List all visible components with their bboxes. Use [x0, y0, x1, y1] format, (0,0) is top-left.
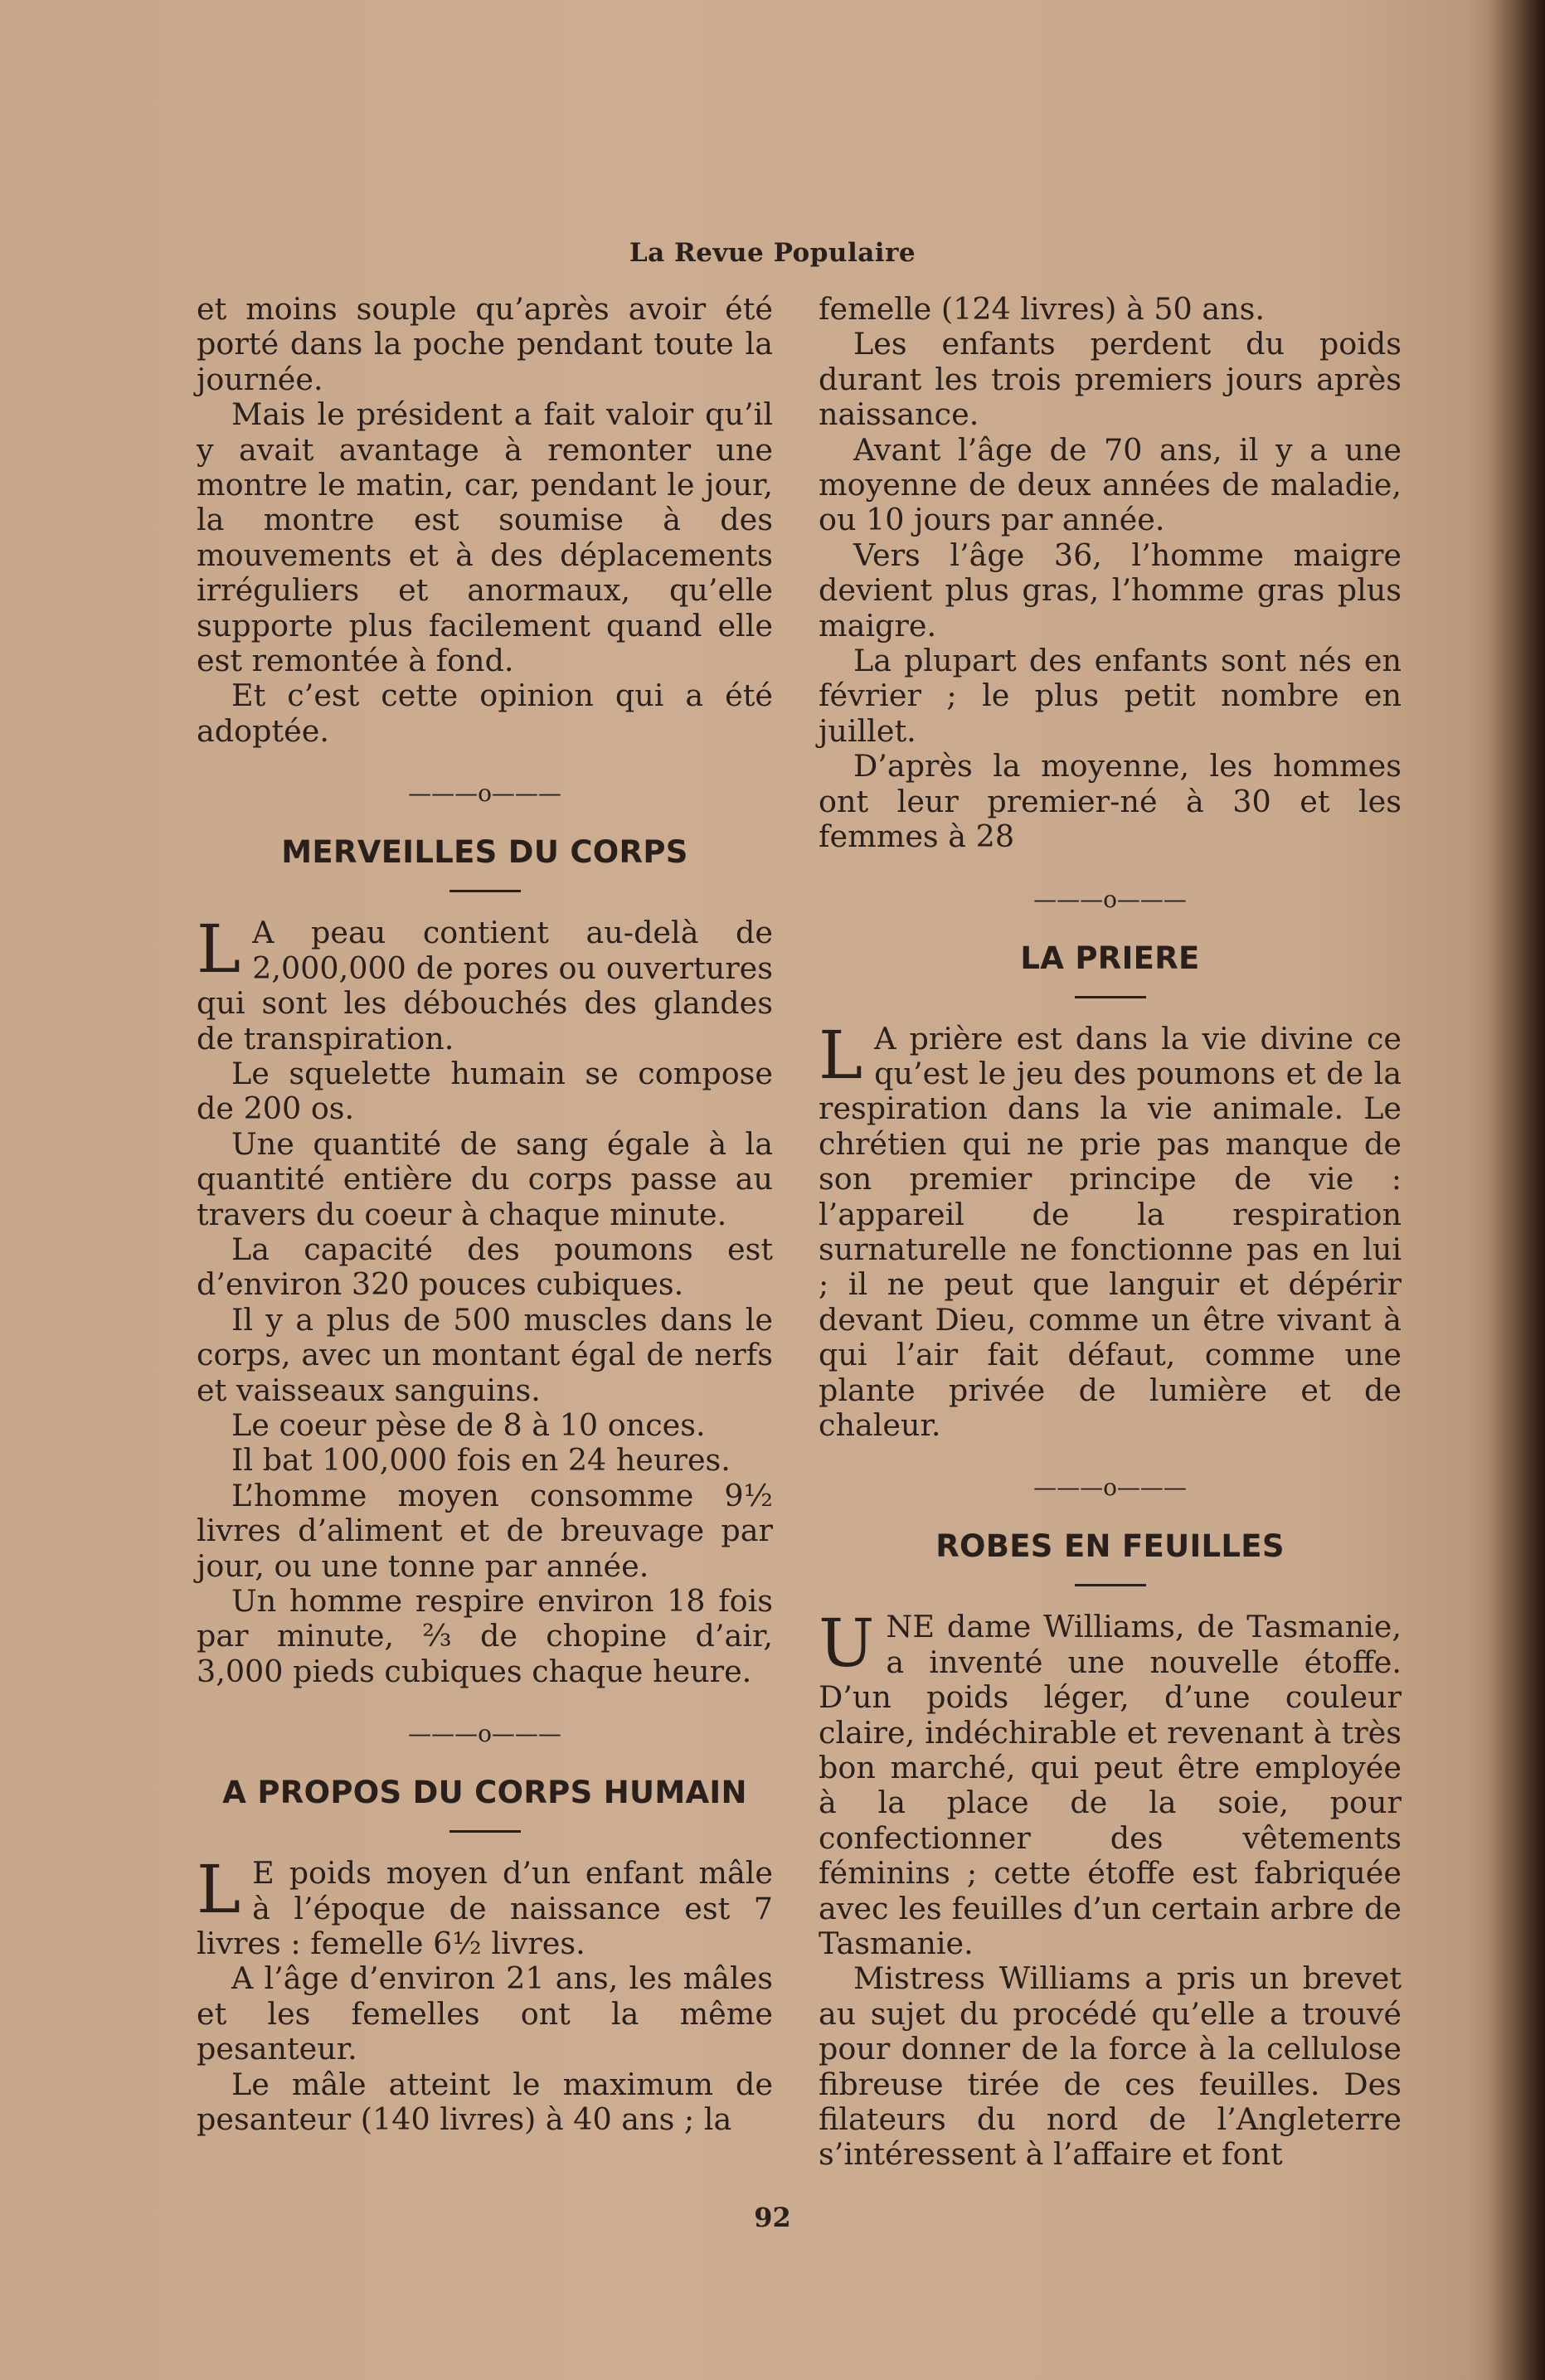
drop-cap: L [819, 1016, 863, 1094]
book-spine-shadow [1489, 0, 1545, 2380]
paragraph: femelle (124 livres) à 50 ans. [819, 291, 1265, 327]
paragraph: La capacité des poumons est d’environ 320 pouces cubiques. [197, 1231, 773, 1303]
paragraph: Mais le président a fait valoir qu’il y avait avantage à remonter une montre le matin, car, pendant le jour, la montre est soumise à des mouvements et à des déplacements irréguliers et anormaux, qu’elle supporte plus facilement quand elle est remontée à fond. [197, 396, 773, 679]
paragraph: Le mâle atteint le maximum de pesanteur (140 livres) à 40 ans ; la [197, 2066, 773, 2138]
drop-cap: L [197, 1851, 241, 1929]
section-separator: ———o——— [408, 1720, 561, 1748]
section-separator: ———o——— [1033, 1474, 1187, 1502]
paragraph: Une quantité de sang égale à la quantité entière du corps passe au travers du coeur à chaque minute. [197, 1125, 773, 1232]
section-separator: ———o——— [1033, 885, 1187, 913]
section-title-robes: ROBES EN FEUILLES [935, 1528, 1285, 1565]
paragraph: Le squelette humain se compose de 200 os. [197, 1055, 773, 1127]
paragraph: A l’âge d’environ 21 ans, les mâles et les femelles ont la même pesanteur. [197, 1960, 773, 2067]
drop-cap: L [197, 911, 241, 988]
section-title-merveilles: MERVEILLES DU CORPS [281, 834, 688, 871]
lead-paragraph: L E poids moyen d’un enfant mâle à l’époque de naissance est 7 livres : femelle 6½ livres. [197, 1851, 773, 1962]
paragraph: Il y a plus de 500 muscles dans le corps, avec un montant égal de nerfs et vaisseaux sanguins. [197, 1301, 773, 1408]
lead-paragraph: L A prière est dans la vie divine ce qu’est le jeu des poumons et de la respiration dans la vie animale. Le chrétien qui ne prie pas manque de son premier principe de vie : l’appareil de la respiration surnaturelle ne fonctionne pas en lui ; il ne peut que languir et dépérir devant Dieu, comme un être vivant à qui l’air fait défaut, comme une plante privée de lumière et de chaleur. [819, 1016, 1402, 1443]
section-title-priere: LA PRIERE [1020, 940, 1200, 976]
lead-paragraph: UNE dame Williams, de Tasmanie, a inventé une nouvelle étoffe. D’un poids léger, d’une couleur claire, indéchirable et revenant à très bon marché, qui peut être employée à la place de la soie, pour confectionner des vêtements féminins ; cette étoffe est fabriquée avec les feuilles d’un certain arbre de Tasmanie. [819, 1605, 1402, 1962]
right-column [819, 292, 1402, 2173]
left-column [197, 292, 773, 2137]
page-number: 92 [754, 2202, 791, 2233]
title-rule [449, 1830, 521, 1833]
paragraph: Les enfants perdent du poids durant les trois premiers jours après naissance. [819, 326, 1402, 433]
title-rule [1075, 1584, 1146, 1586]
running-header: La Revue Populaire [629, 238, 916, 268]
paragraph: Et c’est cette opinion qui a été adoptée. [197, 678, 773, 749]
paragraph: Avant l’âge de 70 ans, il y a une moyenne de deux années de maladie, ou 10 jours par année. [819, 431, 1402, 538]
paragraph: Le coeur pèse de 8 à 10 onces. [231, 1406, 706, 1443]
paragraph: et moins souple qu’après avoir été porté dans la poche pendant toute la journée. [197, 291, 773, 397]
title-rule [449, 890, 521, 892]
section-separator: ———o——— [408, 780, 561, 808]
paragraph: Vers l’âge 36, l’homme maigre devient plus gras, l’homme gras plus maigre. [819, 537, 1402, 644]
paragraph: Mistress Williams a pris un brevet au sujet du procédé qu’elle a trouvé pour donner de la force à la cellulose fibreuse tirée de ces feuilles. Des filateurs du nord de l’Angleterre s’intéressent à l’affaire et font [819, 1960, 1402, 2173]
drop-cap: U [819, 1605, 875, 1683]
paragraph: D’après la moyenne, les hommes ont leur premier-né à 30 et les femmes à 28 [819, 748, 1402, 855]
section-title-corps-humain: A PROPOS DU CORPS HUMAIN [222, 1775, 747, 1811]
paragraph: Un homme respire environ 18 fois par minute, ⅔ de chopine d’air, 3,000 pieds cubiques chaque heure. [197, 1583, 773, 1689]
paragraph: Il bat 100,000 fois en 24 heures. [231, 1442, 731, 1479]
lead-paragraph: L A peau contient au-delà de 2,000,000 de pores ou ouvertures qui sont les débouchés des glandes de transpiration. [197, 911, 773, 1056]
paragraph: La plupart des enfants sont nés en février ; le plus petit nombre en juillet. [819, 643, 1402, 749]
title-rule [1075, 996, 1146, 998]
paragraph: L’homme moyen consomme 9½ livres d’aliment et de breuvage par jour, ou une tonne par année. [197, 1477, 773, 1584]
